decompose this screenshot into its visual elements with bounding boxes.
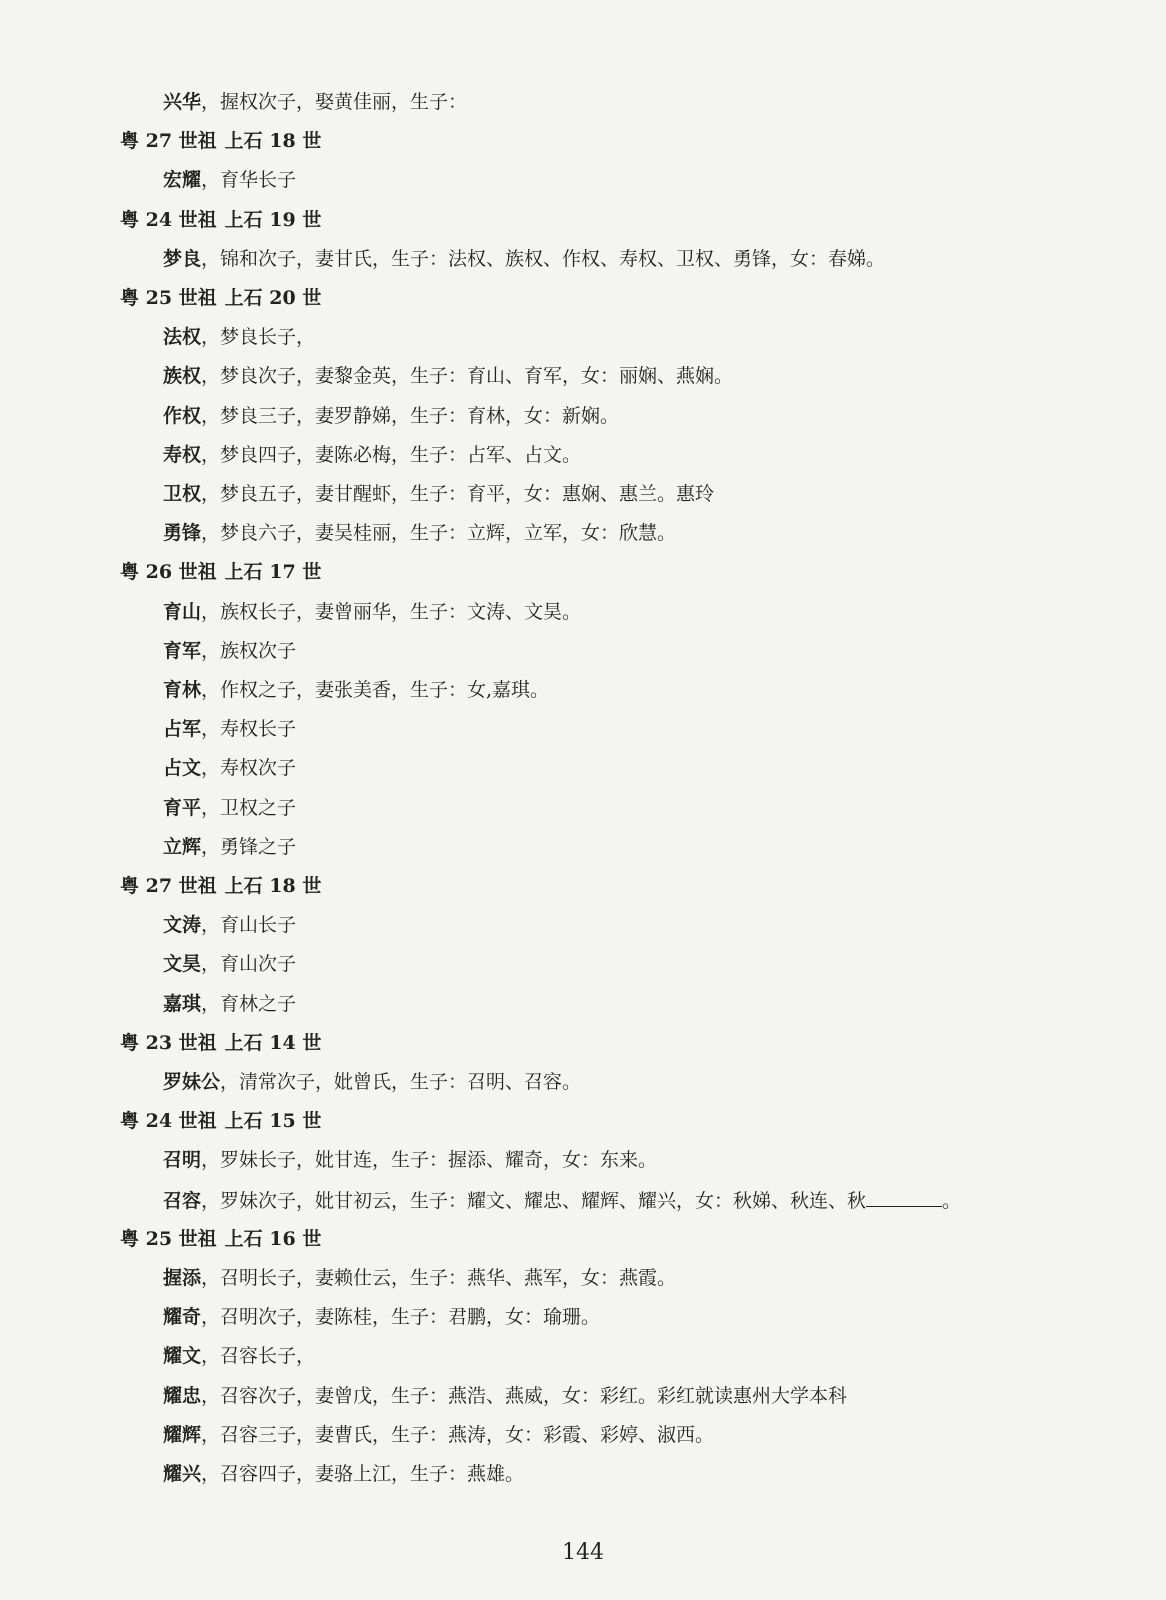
blank-underline xyxy=(866,1188,942,1207)
generation-label: 粤 23 世祖 xyxy=(120,1031,217,1054)
genealogy-entry xyxy=(163,1070,581,1094)
genealogy-entry xyxy=(163,1305,600,1329)
entry-text: ，梦良六子，妻吴桂丽，生子：立辉，立军，女：欣慧。 xyxy=(201,522,677,545)
entry-text: ，寿权次子 xyxy=(201,757,297,780)
genealogy-entry xyxy=(163,756,296,780)
generation-label: 粤 25 世祖 xyxy=(120,1227,217,1250)
entry-text: ，梦良次子，妻黎金英，生子：育山、育军，女：丽娴、燕娴。 xyxy=(201,365,734,388)
person-name: 梦良 xyxy=(163,247,202,270)
entry-text: ，梦良三子，妻罗静娣，生子：育林，女：新娴。 xyxy=(201,404,620,427)
person-name: 法权 xyxy=(163,326,202,349)
genealogy-entry xyxy=(163,600,581,624)
branch-generation-label: 上石 19 世 xyxy=(224,208,322,231)
genealogy-entry xyxy=(163,992,296,1016)
genealogy-entry xyxy=(163,1266,676,1290)
genealogy-entry xyxy=(163,796,296,820)
person-name: 耀忠 xyxy=(163,1384,202,1407)
entry-text: ，梦良五子，妻甘醒虾，生子：育平，女：惠娴、惠兰。惠玲 xyxy=(201,483,715,505)
genealogy-entry xyxy=(163,168,296,192)
person-name: 召容 xyxy=(163,1189,202,1212)
genealogy-entry xyxy=(163,521,676,545)
entry-text: ，族权次子 xyxy=(201,639,297,662)
branch-generation-label: 上石 14 世 xyxy=(224,1031,322,1054)
genealogy-entry xyxy=(163,1462,524,1486)
generation-label: 粤 26 世祖 xyxy=(120,561,217,584)
genealogy-entry xyxy=(163,90,467,114)
genealogy-entry xyxy=(163,404,619,428)
genealogy-entry xyxy=(163,1188,961,1213)
entry-text: ，育华长子 xyxy=(201,169,297,192)
branch-generation-label: 上石 17 世 xyxy=(224,561,322,584)
person-name: 耀文 xyxy=(163,1345,202,1368)
person-name: 育林 xyxy=(163,679,202,701)
entry-text: ，族权长子，妻曾丽华，生子：文涛、文昊。 xyxy=(201,600,582,623)
branch-generation-label: 上石 18 世 xyxy=(224,875,322,897)
generation-heading xyxy=(120,1031,321,1055)
entry-text: ，召容四子，妻骆上江，生子：燕雄。 xyxy=(201,1463,525,1485)
person-name: 族权 xyxy=(163,365,202,388)
page-number: 144 xyxy=(562,1540,604,1565)
entry-text: ，育山长子 xyxy=(201,914,297,937)
entry-text: ，握权次子，娶黄佳丽，生子： xyxy=(201,91,468,113)
genealogy-entry xyxy=(163,639,296,663)
person-name: 文涛 xyxy=(163,914,202,937)
person-name: 宏耀 xyxy=(163,169,202,192)
entry-text: ，罗妹次子，妣甘初云，生子：耀文、耀忠、耀辉、耀兴，女：秋娣、秋连、秋 xyxy=(201,1189,867,1212)
generation-label: 粤 24 世祖 xyxy=(120,1110,217,1133)
entry-text: ，召明长子，妻赖仕云，生子：燕华、燕军，女：燕霞。 xyxy=(201,1267,677,1289)
person-name: 寿权 xyxy=(163,443,202,466)
person-name: 作权 xyxy=(163,404,202,427)
entry-text: ，勇锋之子 xyxy=(201,835,297,858)
genealogy-entry xyxy=(163,952,296,976)
generation-heading xyxy=(120,129,321,153)
generation-label: 粤 25 世祖 xyxy=(120,287,217,309)
generation-label: 粤 24 世祖 xyxy=(120,208,217,231)
person-name: 召明 xyxy=(163,1149,202,1172)
person-name: 卫权 xyxy=(163,483,202,505)
generation-heading xyxy=(120,1109,321,1133)
genealogy-entry xyxy=(163,717,296,741)
entry-text: ，梦良四子，妻陈必梅，生子：占军、占文。 xyxy=(201,443,582,466)
branch-generation-label: 上石 18 世 xyxy=(224,130,322,153)
person-name: 握添 xyxy=(163,1267,202,1289)
person-name: 耀兴 xyxy=(163,1463,202,1485)
genealogy-entry xyxy=(163,835,296,859)
genealogy-entry xyxy=(163,678,549,702)
entry-text: ，清常次子，妣曾氏，生子：召明、召容。 xyxy=(220,1071,582,1093)
generation-heading xyxy=(120,874,321,898)
entry-text: ，召容次子，妻曾戊，生子：燕浩、燕威，女：彩红。彩红就读惠州大学本科 xyxy=(201,1384,848,1407)
genealogy-entry xyxy=(163,443,581,467)
entry-text: ，育山次子 xyxy=(201,953,297,976)
person-name: 育平 xyxy=(163,796,202,819)
generation-label: 粤 27 世祖 xyxy=(120,875,217,897)
entry-text: ，育林之子 xyxy=(201,992,297,1015)
branch-generation-label: 上石 15 世 xyxy=(224,1110,322,1133)
person-name: 占军 xyxy=(163,718,202,741)
genealogy-entry xyxy=(163,1148,657,1172)
person-name: 罗妹公 xyxy=(163,1071,221,1093)
genealogy-entry xyxy=(163,247,885,271)
entry-text: ，锦和次子，妻甘氏，生子：法权、族权、作权、寿权、卫权、勇锋，女：春娣。 xyxy=(201,247,886,270)
person-name: 兴华 xyxy=(163,91,202,113)
person-name: 嘉琪 xyxy=(163,992,202,1015)
entry-text: ，罗妹长子，妣甘连，生子：握添、耀奇，女：东来。 xyxy=(201,1149,658,1172)
genealogy-entry xyxy=(163,1423,714,1447)
person-name: 育山 xyxy=(163,600,202,623)
entry-text: ，寿权长子 xyxy=(201,718,297,741)
genealogy-entry xyxy=(163,913,296,937)
branch-generation-label: 上石 16 世 xyxy=(224,1227,322,1250)
entry-tail: 。 xyxy=(942,1189,962,1212)
person-name: 耀奇 xyxy=(163,1306,202,1329)
entry-text: ，召容长子， xyxy=(201,1345,316,1368)
genealogy-entry xyxy=(163,482,714,506)
entry-text: ，梦良长子， xyxy=(201,326,316,349)
person-name: 文昊 xyxy=(163,953,202,976)
branch-generation-label: 上石 20 世 xyxy=(224,287,322,309)
generation-label: 粤 27 世祖 xyxy=(120,130,217,153)
genealogy-entry xyxy=(163,1344,315,1368)
person-name: 耀辉 xyxy=(163,1423,202,1446)
entry-text: ，召容三子，妻曹氏，生子：燕涛，女：彩霞、彩婷、淑西。 xyxy=(201,1423,715,1446)
person-name: 占文 xyxy=(163,757,202,780)
entry-text: ，召明次子，妻陈桂，生子：君鹏，女：瑜珊。 xyxy=(201,1306,601,1329)
entry-text: ，卫权之子 xyxy=(201,796,297,819)
person-name: 立辉 xyxy=(163,835,202,858)
person-name: 勇锋 xyxy=(163,522,202,545)
genealogy-entry xyxy=(163,325,315,349)
generation-heading xyxy=(120,208,321,232)
generation-heading xyxy=(120,560,321,584)
entry-text: ，作权之子，妻张美香，生子：女,嘉琪。 xyxy=(201,679,550,701)
genealogy-entry xyxy=(163,1384,847,1408)
genealogy-entry xyxy=(163,364,733,388)
generation-heading xyxy=(120,1227,321,1251)
person-name: 育军 xyxy=(163,639,202,662)
generation-heading xyxy=(120,286,321,310)
